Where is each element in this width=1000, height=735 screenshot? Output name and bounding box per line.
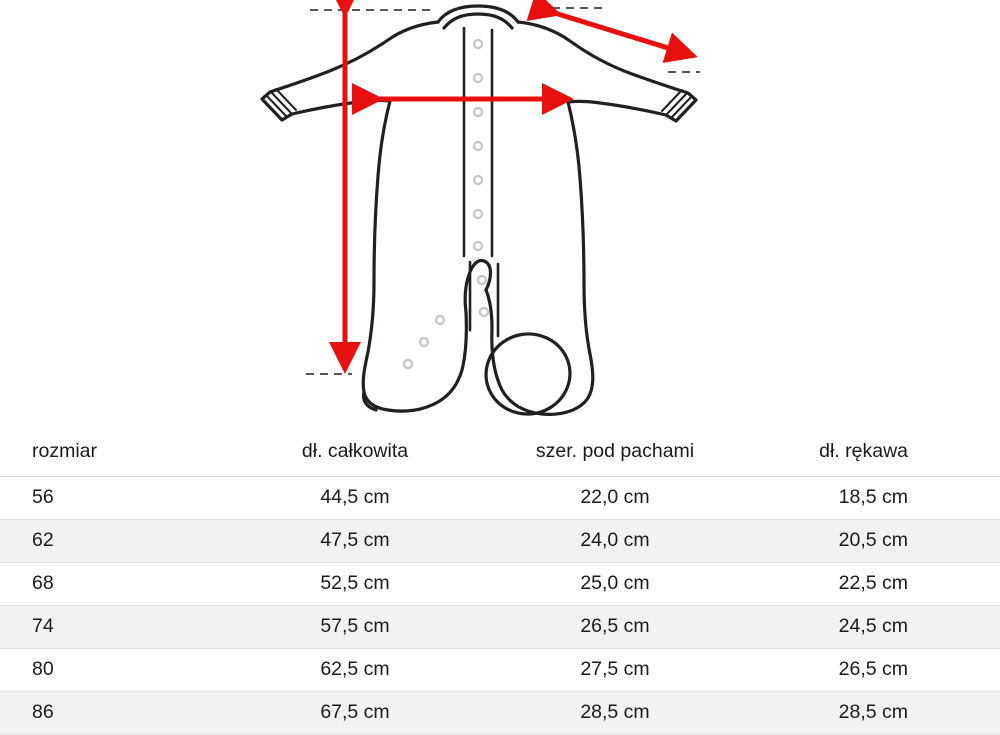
- cell-chest-width: 26,5 cm: [480, 606, 750, 649]
- table-body: [0, 477, 1000, 735]
- table-header-row: [0, 428, 1000, 477]
- romper-outline: [262, 6, 696, 419]
- table-row: [0, 563, 1000, 606]
- cell-total-length: 52,5 cm: [230, 563, 480, 606]
- cell-size: 86: [0, 692, 230, 735]
- table-row: [0, 649, 1000, 692]
- table-row: [0, 692, 1000, 735]
- cell-chest-width: 28,5 cm: [480, 692, 750, 735]
- cell-sleeve-length: 26,5 cm: [750, 649, 1000, 692]
- cell-size: 74: [0, 606, 230, 649]
- cell-size: 68: [0, 563, 230, 606]
- cell-chest-width: 22,0 cm: [480, 477, 750, 520]
- cell-sleeve-length: 18,5 cm: [750, 477, 1000, 520]
- cell-total-length: 62,5 cm: [230, 649, 480, 692]
- guide-lines: [306, 8, 700, 374]
- table-row: [0, 520, 1000, 563]
- cell-sleeve-length: 22,5 cm: [750, 563, 1000, 606]
- cell-total-length: 47,5 cm: [230, 520, 480, 563]
- cell-total-length: 67,5 cm: [230, 692, 480, 735]
- table-row: [0, 477, 1000, 520]
- cell-size: 56: [0, 477, 230, 520]
- header-total-length: dł. całkowita: [230, 428, 480, 477]
- cell-total-length: 57,5 cm: [230, 606, 480, 649]
- header-size: rozmiar: [0, 428, 230, 477]
- header-sleeve-length: dł. rękawa: [750, 428, 1000, 477]
- cell-chest-width: 24,0 cm: [480, 520, 750, 563]
- cell-sleeve-length: 24,5 cm: [750, 606, 1000, 649]
- size-table: [0, 428, 1000, 735]
- cell-size: 80: [0, 649, 230, 692]
- header-chest-width: szer. pod pachami: [480, 428, 750, 477]
- table-row: [0, 606, 1000, 649]
- cell-chest-width: 27,5 cm: [480, 649, 750, 692]
- snap-buttons: [404, 40, 488, 368]
- cell-sleeve-length: 20,5 cm: [750, 520, 1000, 563]
- cell-chest-width: 25,0 cm: [480, 563, 750, 606]
- cell-total-length: 44,5 cm: [230, 477, 480, 520]
- measure-arrow-sleeve-length: [558, 14, 694, 56]
- cell-size: 62: [0, 520, 230, 563]
- cell-sleeve-length: 28,5 cm: [750, 692, 1000, 735]
- table-header: [0, 428, 1000, 477]
